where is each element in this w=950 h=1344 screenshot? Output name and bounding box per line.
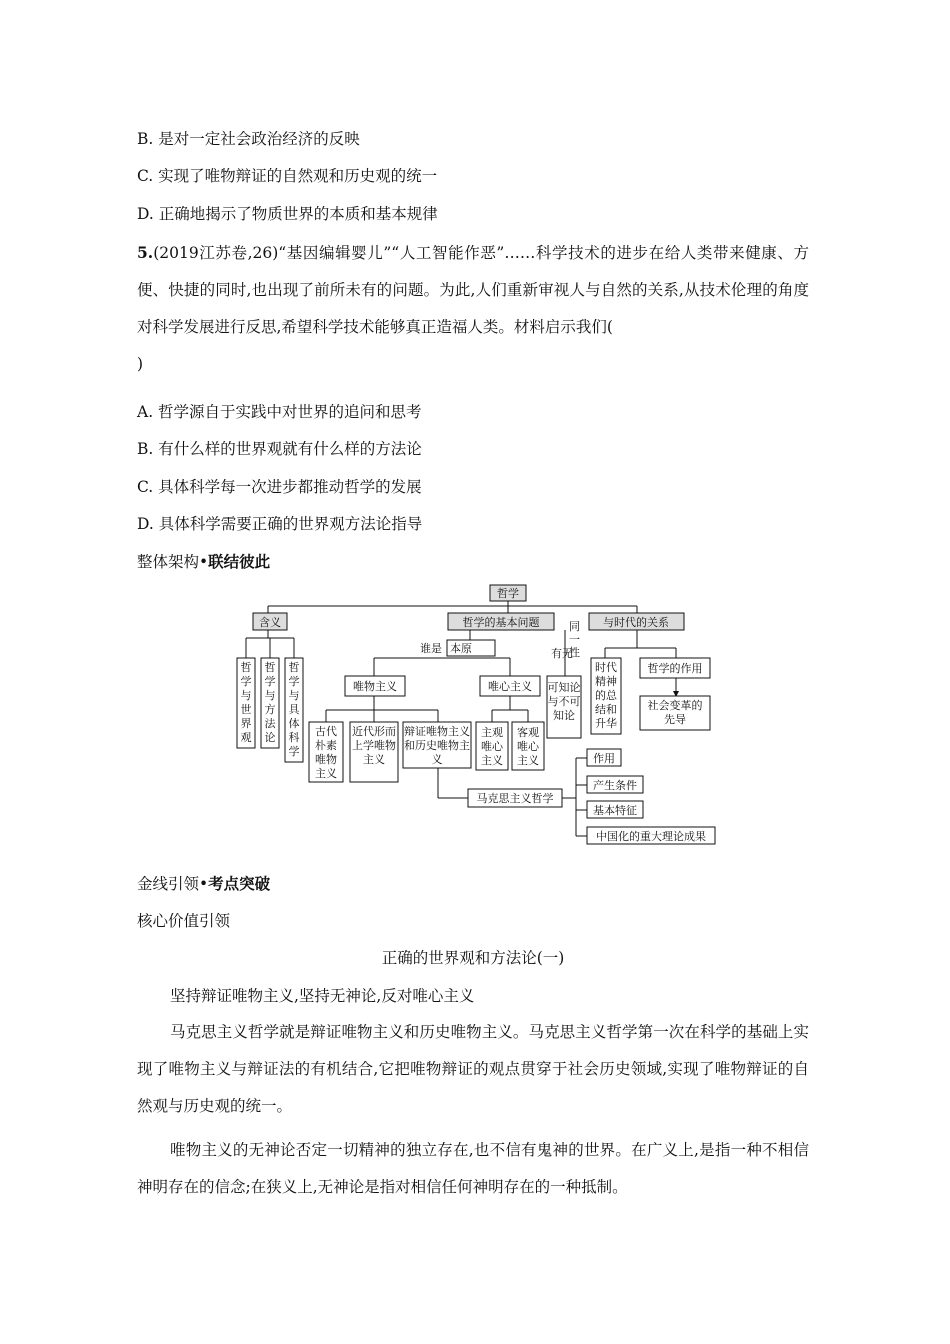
social-change-label: 社会变革的先导 [647,699,703,726]
marx-child-0: 作用 [593,752,615,765]
section-guide-prefix: 金线引领 [137,875,200,893]
times-spirit-label: 时代精神的总结和升华 [595,661,617,730]
marxism-label: 马克思主义哲学 [476,792,554,805]
meaning-child-0: 哲学与世界观 [240,661,252,744]
section-framework-prefix: 整体架构 [137,553,200,571]
mat-child-0: 古代朴素唯物主义 [315,725,337,780]
who-is-label: 谁是 [420,642,442,655]
meaning-child-2: 哲学与具体科学 [288,661,300,758]
section-framework-bold: 联结彼此 [208,552,271,571]
times-relation-label: 与时代的关系 [603,616,669,629]
option-a: A. 哲学源自于实践中对世界的追问和思考 [137,403,422,421]
question-bracket-close: ) [137,355,144,373]
knowable-label: 可知论与不可知论 [547,681,581,722]
root-label: 哲学 [497,587,519,600]
identity-label: 同一性 [567,620,581,660]
section-framework-dot: • [199,553,209,571]
idealism-label: 唯心主义 [488,680,532,693]
article-paragraph-1: 马克思主义哲学就是辩证唯物主义和历史唯物主义。马克思主义哲学第一次在科学的基础上实现了唯物主义与辩证法的有机结合,它把唯物辩证的观点贯穿于社会历史领域,实现了唯物辩证的自然观与历史观的统一。 [137,1023,809,1115]
ideal-child-1: 客观唯心主义 [517,726,539,767]
section-guide-heading [137,874,270,894]
question-number: 5. [137,243,154,262]
materialism-label: 唯物主义 [353,680,397,693]
mat-child-1: 近代形而上学唯物主义 [352,725,396,766]
question-stem: (2019江苏卷,26)“基因编辑婴儿”“人工智能作恶”……科学技术的进步在给人类带来健康、方便、快捷的同时,也出现了前所未有的问题。为此,人们重新审视人与自然的关系,从技术伦理的角度对科学发展进行反思,希望科学技术能够真正造福人类。材料启示我们( [137,244,809,336]
option-c: C. 具体科学每一次进步都推动哲学的发展 [137,478,422,496]
yes-no-label: 有无 [551,647,573,660]
meaning-child-1: 哲学与方法论 [264,661,276,744]
core-value-heading: 核心价值引领 [137,912,231,930]
option-b: B. 有什么样的世界观就有什么样的方法论 [137,440,422,458]
article-paragraph-2: 唯物主义的无神论否定一切精神的独立存在,也不信有鬼神的世界。在广义上,是指一种不相信神明存在的信念;在狭义上,无神论是指对相信任何神明存在的一种抵制。 [137,1141,809,1196]
option-d-prev: D. 正确地揭示了物质世界的本质和基本规律 [137,205,438,223]
article-subtitle: 坚持辩证唯物主义,坚持无神论,反对唯心主义 [170,987,475,1005]
section-guide-bold: 考点突破 [208,874,271,893]
origin-label: 本原 [450,642,472,655]
option-d: D. 具体科学需要正确的世界观方法论指导 [137,515,423,533]
meaning-label: 含义 [259,616,281,629]
section-guide-dot: • [199,875,209,893]
marx-child-2: 基本特征 [593,804,637,817]
marx-child-1: 产生条件 [593,779,637,792]
phil-role-label: 哲学的作用 [647,662,703,675]
basic-question-label: 哲学的基本问题 [462,616,540,629]
option-b-prev: B. 是对一定社会政治经济的反映 [137,130,360,148]
ideal-child-0: 主观唯心主义 [481,726,503,767]
marx-child-3: 中国化的重大理论成果 [596,830,706,843]
article-title: 正确的世界观和方法论(一) [381,949,565,967]
option-c-prev: C. 实现了唯物辩证的自然观和历史观的统一 [137,167,438,185]
mat-child-2: 辩证唯物主义和历史唯物主义 [404,725,470,766]
